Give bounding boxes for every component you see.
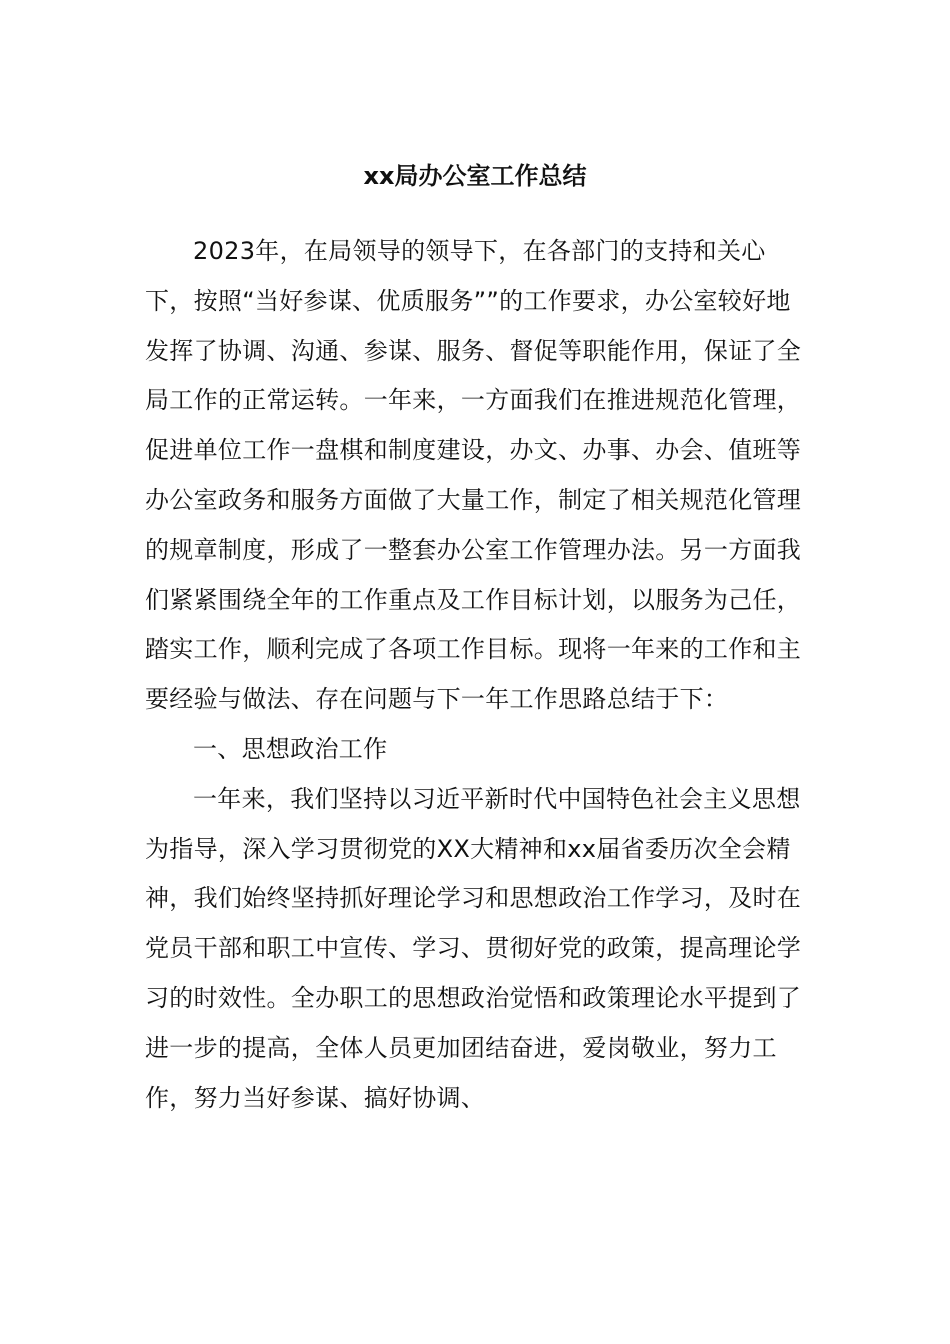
- section-heading-ideological-work: 一、思想政治工作: [193, 734, 388, 763]
- paragraph-intro: 2023年，在局领导的领导下，在各部门的支持和关心下，按照“当好参谋、优质服务””的工作要求，办公室较好地发挥了协调、沟通、参谋、服务、督促等职能作用，保证了全局工作的正常运转。一年来，一方面我们在推进规范化管理，促进单位工作一盘棋和制度建设，办文、办事、办会、值班等办公室政务和服务方面做了大量工作，制定了相关规范化管理的规章制度，形成了一整套办公室工作管理办法。另一方面我们紧紧围绕全年的工作重点及工作目标计划，以服务为己任，踏实工作，顺利完成了各项工作目标。现将一年来的工作和主要经验与做法、存在问题与下一年工作思路总结于下：: [145, 237, 802, 714]
- paragraph-ideological-work: 一年来，我们坚持以习近平新时代中国特色社会主义思想为指导，深入学习贯彻党的XX大精神和xx届省委历次全会精神，我们始终坚持抓好理论学习和思想政治工作学习，及时在党员干部和职工中宣传、学习、贯彻好党的政策，提高理论学习的时效性。全办职工的思想政治觉悟和政策理论水平提到了进一步的提高，全体人员更加团结奋进，爱岗敬业，努力工作，努力当好参谋、搞好协调、: [145, 784, 802, 1112]
- document-title: xx局办公室工作总结: [363, 162, 587, 190]
- document-body: [145, 227, 810, 1123]
